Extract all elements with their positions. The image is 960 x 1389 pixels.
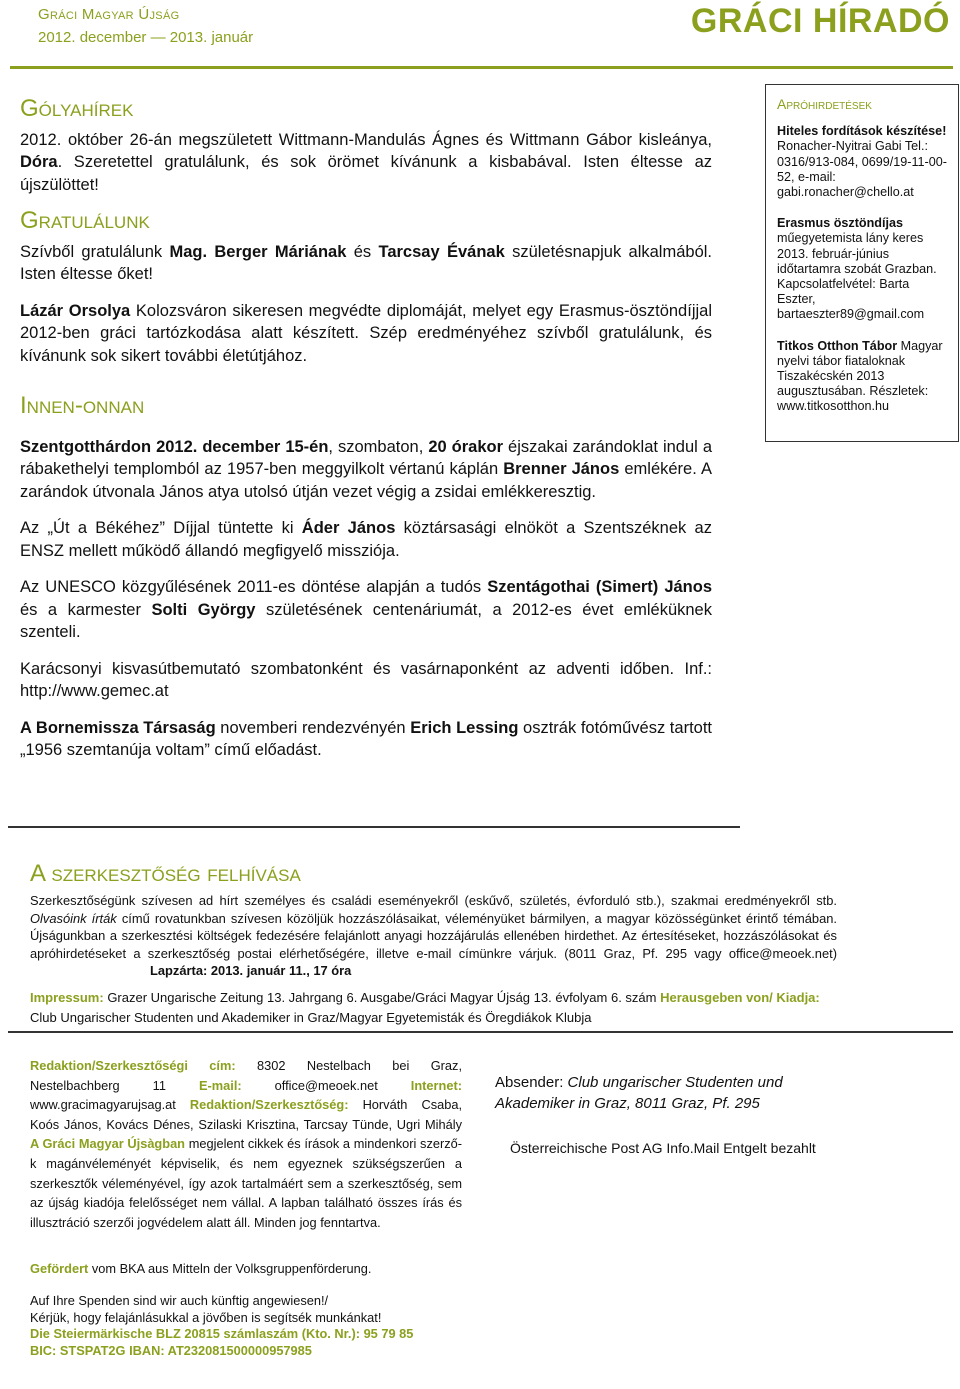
heading-gratulalunk: Gratulálunk (20, 207, 150, 234)
donation-info: Auf Ihre Spenden sind wir auch künftig angewiesen!/ Kérjük, hogy felajánlásukkal a jövőben is segítsék munkánkat! Die Steiermärkische BLZ 20815 számlaszám (Kto. Nr.): 95 79 85 BIC: STSPAT2G IBAN: AT232081500000957985 (30, 1293, 414, 1358)
call-heading: A szerkesztőség felhívása (30, 860, 301, 887)
masthead (38, 6, 253, 46)
paragraph-unesco: Az UNESCO közgyűlésének 2011-es döntése alapján a tudós Szentágothai (Simert) János és a karmester Solti György születésének centenáriumát, a 2012-es évet emléküknek szenteli. (20, 578, 713, 641)
paragraph-birth: 2012. október 26-án megszületett Wittmann-Mandulás Ágnes és Wittmann Gábor kisleánya, Dóra. Szeretettel gratulálunk, és sok örömet kívánunk a kisbabával. Isten éltesse az újszülöttet! (20, 130, 712, 194)
classifieds-heading: Apróhirdetések (777, 96, 872, 112)
section-title: GRÁCI HÍRADÓ (690, 2, 950, 40)
classifieds-box (765, 84, 959, 442)
paragraph-pilgrimage: Szentgotthárdon 2012. december 15-én, szombaton, 20 órakor éjszakai zarándoklat indul a rábakethelyi templomból az 1957-ben meggyilkolt vértanú káplán Brenner János emlékére. A zarándok útvonala János atya utolsó útján vezet végig a zsidai emlékkeresztig. (20, 437, 712, 501)
editorial-info: Redaktion/Szerkesztőségi cím: 8302 Nestelbach bei Graz, Nestelbachberg 11 E-mail: office@meoek.net Internet: www.gracimagyarujsag.at Redaktion/Szerkesztőség: Horváth Csaba, Koós János, Kovács Dénes, Szilaski Krisztina, Tarcsay Tünde, Ugri Mihály A Gráci Magyar Újsàgban megjelent cikkek és írások a mindenkori szerzők magánvéleményét képviselik, és nem egyeznek szükségszerűen a szerkesztők véleményével, így azok tartalmáért sem a szerkesztőség, sem az újság kiadója felelősséget nem vállal. A lapban található összes írás és illusztráció szerzői jogvédelem alatt áll. Minden jog fenntartva. (30, 1058, 463, 1230)
section-divider (8, 826, 740, 828)
issue-date: 2012. december — 2013. január (38, 29, 254, 46)
sender-address: Absender: Club ungarischer Studenten und Akademiker in Graz, 8011 Graz, Pf. 295 (495, 1074, 783, 1112)
paragraph-train: Karácsonyi kisvasútbemutató szombatonként és vasárnaponként az adventi időben. Inf.: http://www.gemec.at (20, 659, 712, 700)
heading-golyahirek: Gólyahírek (20, 95, 134, 122)
paragraph-birthday: Szívből gratulálunk Mag. Berger Máriának és Tarcsay Évának születésnapjuk alkalmából. Isten éltesse őket! (20, 242, 712, 283)
call-body: Szerkesztőségünk szívesen ad hírt személyes és családi eseményekről (eskűvő, születés, évforduló stb.), szakmai eredményekről stb. Olvasóink írták című rovatunkban szívesen közöljük hozzászólásaikat, véleményüket bármilyen, a magyar közösségünket érintő témában. Újságunkban a szerkesztési költségek fedezésére felajánlott anyagi hozzájárulás ellenében hirdethet. Az értesítéseket, hozzászólásokat és apróhirdetéseket a szerkesztőség postai elérhetőségére, illetve e-mail címünkre várjuk. (8011 Graz, Pf. 295 vagy office@meoek.net)Lapzárta: 2013. január 11., 17 óra (30, 893, 838, 979)
classified-ad: Erasmus ösztöndíjas műegyetemista lány keres 2013. február-június időtartamra szobát Grazban. Kapcsolatfelvétel: Barta Eszter, bartaeszter89@gmail.com (777, 216, 937, 322)
paragraph-bornemissza: A Bornemissza Társaság novemberi rendezvényén Erich Lessing osztrák fotóművész tartott „1956 szemtanúja voltam” című előadást. (20, 718, 712, 759)
funding-note: Gefördert vom BKA aus Mitteln der Volksgruppenförderung. (30, 1261, 372, 1276)
postage-note: Österreichische Post AG Info.Mail Entgelt bezahlt (510, 1140, 816, 1156)
paper-name: Gráci Magyar Újság (38, 6, 180, 23)
classified-ad: Titkos Otthon Tábor Magyar nyelvi tábor fiataloknak Tiszakécskén 2013 augusztusában. Részletek: www.titkosotthon.hu (777, 338, 943, 414)
classified-ad: Hiteles fordítások készítése! Ronacher-Nyitrai Gabi Tel.: 0316/913-084, 0699/19-11-00-52, e-mail: gabi.ronacher@chello.at (777, 124, 947, 200)
paragraph-diploma: Lázár Orsolya Kolozsváron sikeresen megvédte diplomáját, melyet egy Erasmus-ösztöndíjjal 2012-ben gráci tartózkodása alatt készített. Szép eredményéhez szívből gratulálunk, és kívánunk sok sikert további életútjához. (20, 301, 712, 365)
section-divider (8, 1031, 953, 1033)
header-divider (10, 66, 953, 69)
heading-innen-onnan: Innen-onnan (20, 392, 145, 419)
paragraph-award: Az „Út a Békéhez” Díjjal tüntette ki Áder János köztársasági elnököt a Szentszéknek az ENSZ mellett működő állandó megfigyelő missziója. (20, 519, 712, 560)
impressum: Impressum: Grazer Ungarische Zeitung 13. Jahrgang 6. Ausgabe/Gráci Magyar Újság 13. évfolyam 6. szám Herausgeben von/ Kiadja: Club Ungarischer Studenten und Akademiker in Graz/Magyar Egyetemisták és Öregdiákok Klubja (30, 990, 820, 1025)
main-column (20, 95, 713, 776)
